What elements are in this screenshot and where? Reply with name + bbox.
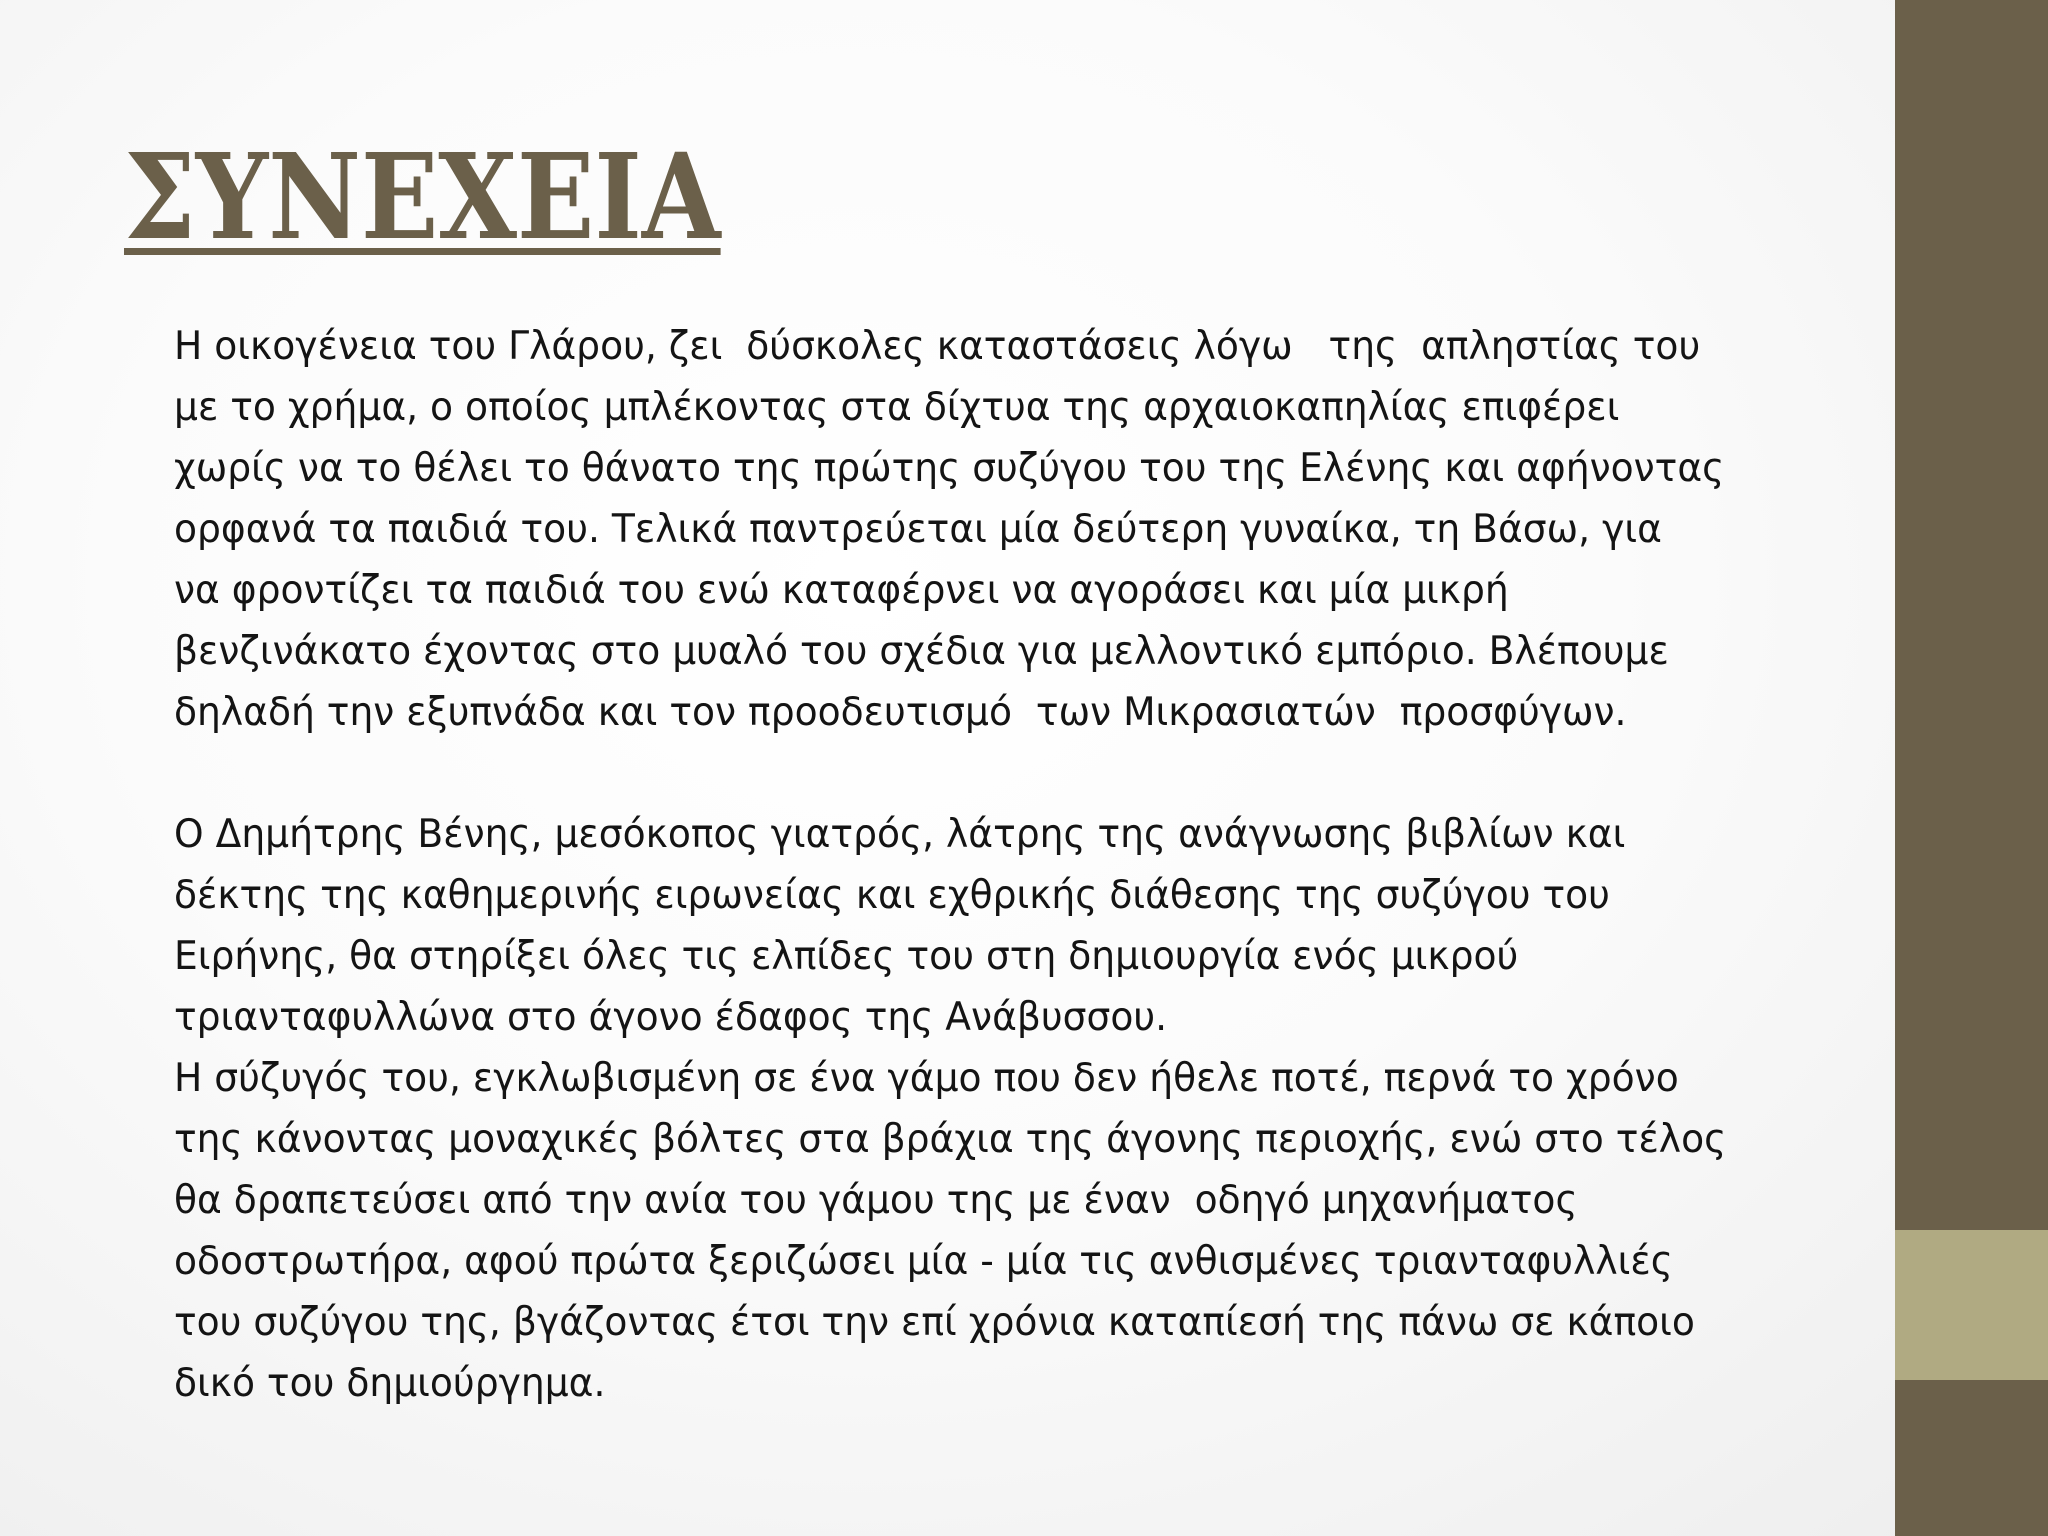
slide-title: ΣΥΝΕΧΕΙΑ [124,127,721,266]
paragraph-glaros-family: Η οικογένεια του Γλάρου, ζει δύσκολες καταστάσεις λόγω της απληστίας του με το χρήμα, ο οποίος μπλέκοντας στα δίχτυα της αρχαιοκαπηλίας επιφέρει χωρίς να το θέλει το θάνατο της πρώτης συζύγου του της Ελένης και αφήνοντας ορφανά τα παιδιά του. Τελικά παντρεύεται μία δεύτερη γυναίκα, τη Βάσω, για να φροντίζει τα παιδιά του ενώ καταφέρνει να αγοράσει και μία μικρή βενζινάκατο έχοντας στο μυαλό του σχέδια για μελλοντικό εμπόριο. Βλέπουμε δηλαδή την εξυπνάδα και τον προοδευτισμό των Μικρασιατών προσφύγων. [174,324,1725,735]
paragraph-spacer [174,743,1874,804]
side-accent-decoration [1895,1230,2048,1380]
paragraph-spouse: Η σύζυγός του, εγκλωβισμένη σε ένα γάμο που δεν ήθελε ποτέ, περνά το χρόνο της κάνοντας μοναχικές βόλτες στα βράχια της άγονης περιοχής, ενώ στο τέλος θα δραπετεύσει από την ανία του γάμου της με έναν οδηγό μηχανήματος οδοστρωτήρα, αφού πρώτα ξεριζώσει μία - μία τις ανθισμένες τριανταφυλλιές του συζύγου της, βγάζοντας έτσι την επί χρόνια καταπίεσή της πάνω σε κάποιο δικό του δημιούργημα. [174,1056,1727,1406]
slide-body [174,316,1874,1414]
paragraph-dimitris-venis: Ο Δημήτρης Βένης, μεσόκοπος γιατρός, λάτρης της ανάγνωσης βιβλίων και δέκτης της καθημερινής ειρωνείας και εχθρικής διάθεσης της συζύγου του Ειρήνης, θα στηρίξει όλες τις ελπίδες του στη δημιουργία ενός μικρού τριανταφυλλώνα στο άγονο έδαφος της Ανάβυσσου. [174,812,1626,1040]
